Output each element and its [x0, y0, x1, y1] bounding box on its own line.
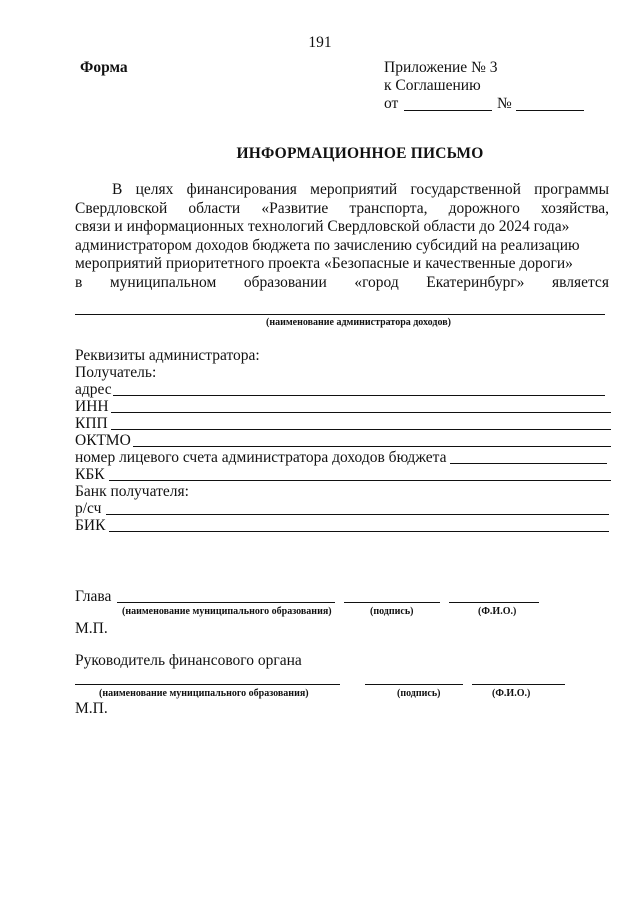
administrator-caption: (наименование администратора доходов) — [266, 317, 451, 328]
intro-word: является — [551, 273, 609, 291]
form-label: Форма — [80, 59, 128, 76]
finance-municipality-field[interactable] — [75, 684, 340, 685]
intro-word: мероприятий — [310, 181, 398, 198]
address-label: адрес — [75, 381, 112, 398]
intro-word: «Развитие — [261, 199, 329, 217]
bank-label: Банк получателя: — [75, 483, 189, 500]
stamp-label-2: М.П. — [75, 700, 108, 717]
account-field[interactable] — [450, 463, 607, 464]
number-prefix: № — [497, 95, 512, 112]
oktmo-field[interactable] — [133, 446, 611, 447]
head-fio-field[interactable] — [449, 602, 539, 603]
intro-paragraph — [75, 181, 609, 293]
kpp-field[interactable] — [111, 429, 611, 430]
intro-word: транспорта, — [349, 199, 428, 217]
bik-label: БИК — [75, 517, 106, 534]
kbk-label: КБК — [75, 466, 105, 483]
intro-word: хозяйства, — [540, 199, 609, 217]
intro-word: «город — [354, 273, 399, 291]
rs-label: р/сч — [75, 500, 102, 517]
intro-word: В — [112, 181, 123, 198]
finance-fio-field[interactable] — [472, 684, 565, 685]
kpp-label: КПП — [75, 415, 108, 432]
intro-word: области — [188, 199, 241, 217]
municipality-caption: (наименование муниципального образования) — [122, 606, 332, 617]
stamp-label: М.П. — [75, 620, 108, 637]
intro-line — [75, 274, 609, 293]
requisites-heading: Реквизиты администратора: — [75, 347, 260, 364]
finance-head-label: Руководитель финансового органа — [75, 652, 302, 669]
administrator-name-field[interactable] — [75, 314, 605, 315]
signature-caption-2: (подпись) — [397, 688, 441, 699]
oktmo-label: ОКТМО — [75, 432, 131, 449]
intro-line — [75, 237, 609, 256]
intro-line — [75, 255, 609, 274]
intro-word: государственной — [410, 181, 521, 198]
fio-caption: (Ф.И.О.) — [478, 606, 517, 617]
intro-word: Свердловской — [75, 199, 168, 217]
head-municipality-field[interactable] — [117, 602, 335, 603]
kbk-field[interactable] — [109, 480, 611, 481]
date-field[interactable] — [404, 110, 492, 111]
date-prefix: от — [384, 95, 399, 112]
inn-field[interactable] — [111, 412, 611, 413]
intro-line — [75, 200, 609, 219]
account-label: номер лицевого счета администратора доходов бюджета — [75, 449, 447, 466]
recipient-label: Получатель: — [75, 364, 157, 381]
address-field[interactable] — [113, 395, 605, 396]
finance-signature-field[interactable] — [365, 684, 463, 685]
intro-word: Екатеринбург» — [426, 273, 525, 291]
intro-word: целях — [135, 181, 174, 198]
intro-line — [75, 218, 609, 237]
number-field[interactable] — [516, 110, 584, 111]
rs-field[interactable] — [106, 514, 609, 515]
inn-label: ИНН — [75, 398, 109, 415]
intro-word: в — [75, 273, 83, 291]
fio-caption-2: (Ф.И.О.) — [492, 688, 531, 699]
head-label: Глава — [75, 588, 112, 605]
head-signature-field[interactable] — [344, 602, 440, 603]
municipality-caption-2: (наименование муниципального образования) — [99, 688, 309, 699]
intro-line — [75, 181, 609, 200]
intro-word: администратором доходов бюджета по зачислению субсидий на реализацию — [75, 236, 580, 254]
signature-caption: (подпись) — [370, 606, 414, 617]
page-number: 191 — [308, 34, 332, 51]
bik-field[interactable] — [109, 531, 609, 532]
intro-word: финансирования — [186, 181, 297, 198]
intro-word: образовании — [243, 273, 327, 291]
intro-word: дорожного — [448, 199, 520, 217]
document-title: ИНФОРМАЦИОННОЕ ПИСЬМО — [236, 145, 484, 162]
intro-word: связи и информационных технологий Свердловской области до 2024 года» — [75, 218, 570, 236]
appendix-title: Приложение № 3 — [384, 59, 498, 76]
intro-word: муниципальном — [109, 273, 217, 291]
agreement-ref: к Соглашению — [384, 77, 481, 94]
intro-word: программы — [534, 181, 609, 198]
intro-word: мероприятий приоритетного проекта «Безопасные и качественные дороги» — [75, 255, 573, 273]
